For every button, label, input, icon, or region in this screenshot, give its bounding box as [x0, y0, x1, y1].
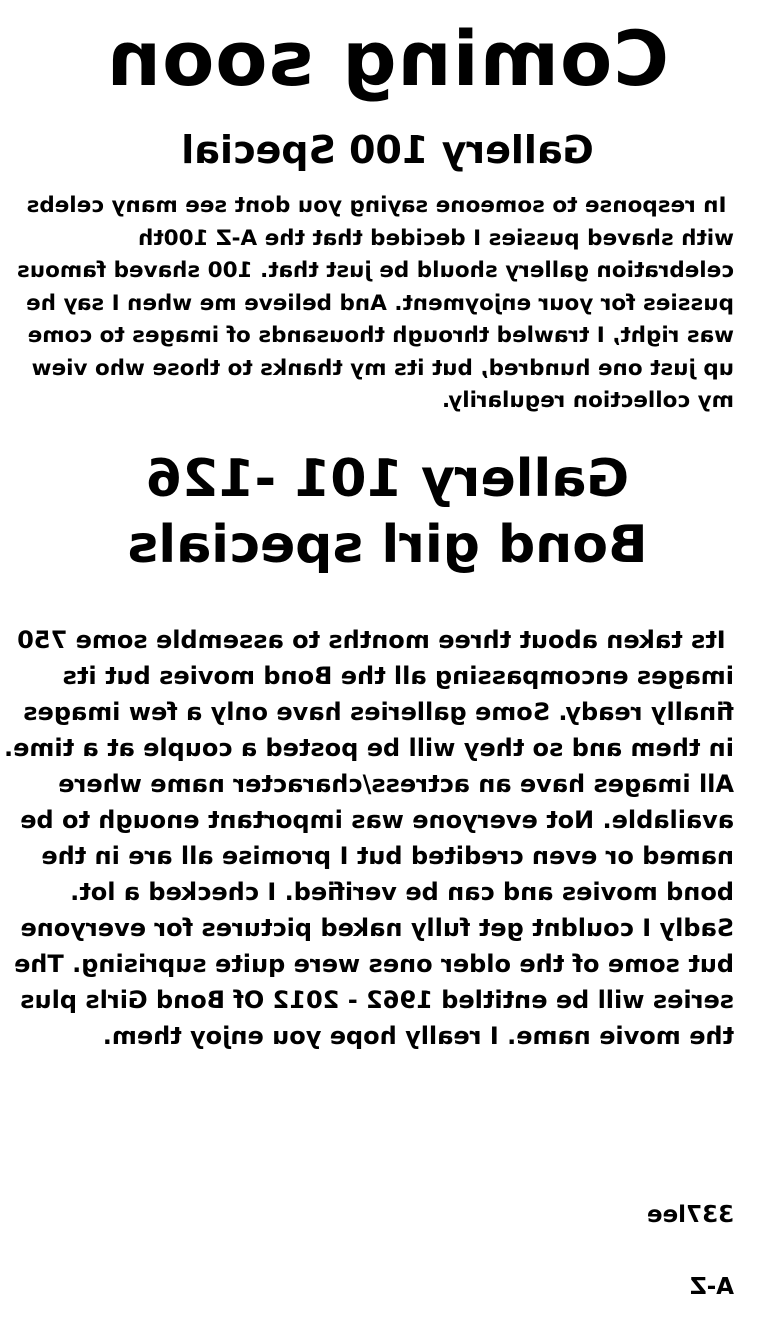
- gallery-100-description: In response to someone saying you dont see many celebs with shaved pussies I decided that the A-Z 100th celebration gallery should be just that. 100 shaved famous pussies for your enjoyment. And believe me when I say he was right, I trawled through thousands of images to come up just one hundred, but its my thanks to those who view my collection regularily.: [16, 193, 734, 413]
- bond-specials-heading: Bond girl specials: [127, 515, 648, 575]
- signature-username: 337lee: [646, 1202, 734, 1228]
- gallery-100-heading: Gallery 100 Special: [181, 128, 594, 172]
- coming-soon-heading: Coming soon: [106, 14, 669, 103]
- gallery-101-heading: Gallery 101 -126: [145, 449, 630, 509]
- bond-specials-description: Its taken about three months to assemble some 750 images encompassing all the Bond movies but its finally ready. Some galleries have only a few images in them and so they will be posted a couple at a time. All images have an actress/character name where available. Not everyone was important enough to be named or even credited but I promise all are in the bond movies and can be verified. I checked a lot. Sadly I couldnt get fully naked pictures for everyone but some of the older ones were quite suprising. The series will be entitled 1962 - 2012 Of Bond Girls plus the movie name. I really hope you enjoy them.: [4, 626, 734, 1050]
- signature-site: A-Z: [689, 1274, 734, 1300]
